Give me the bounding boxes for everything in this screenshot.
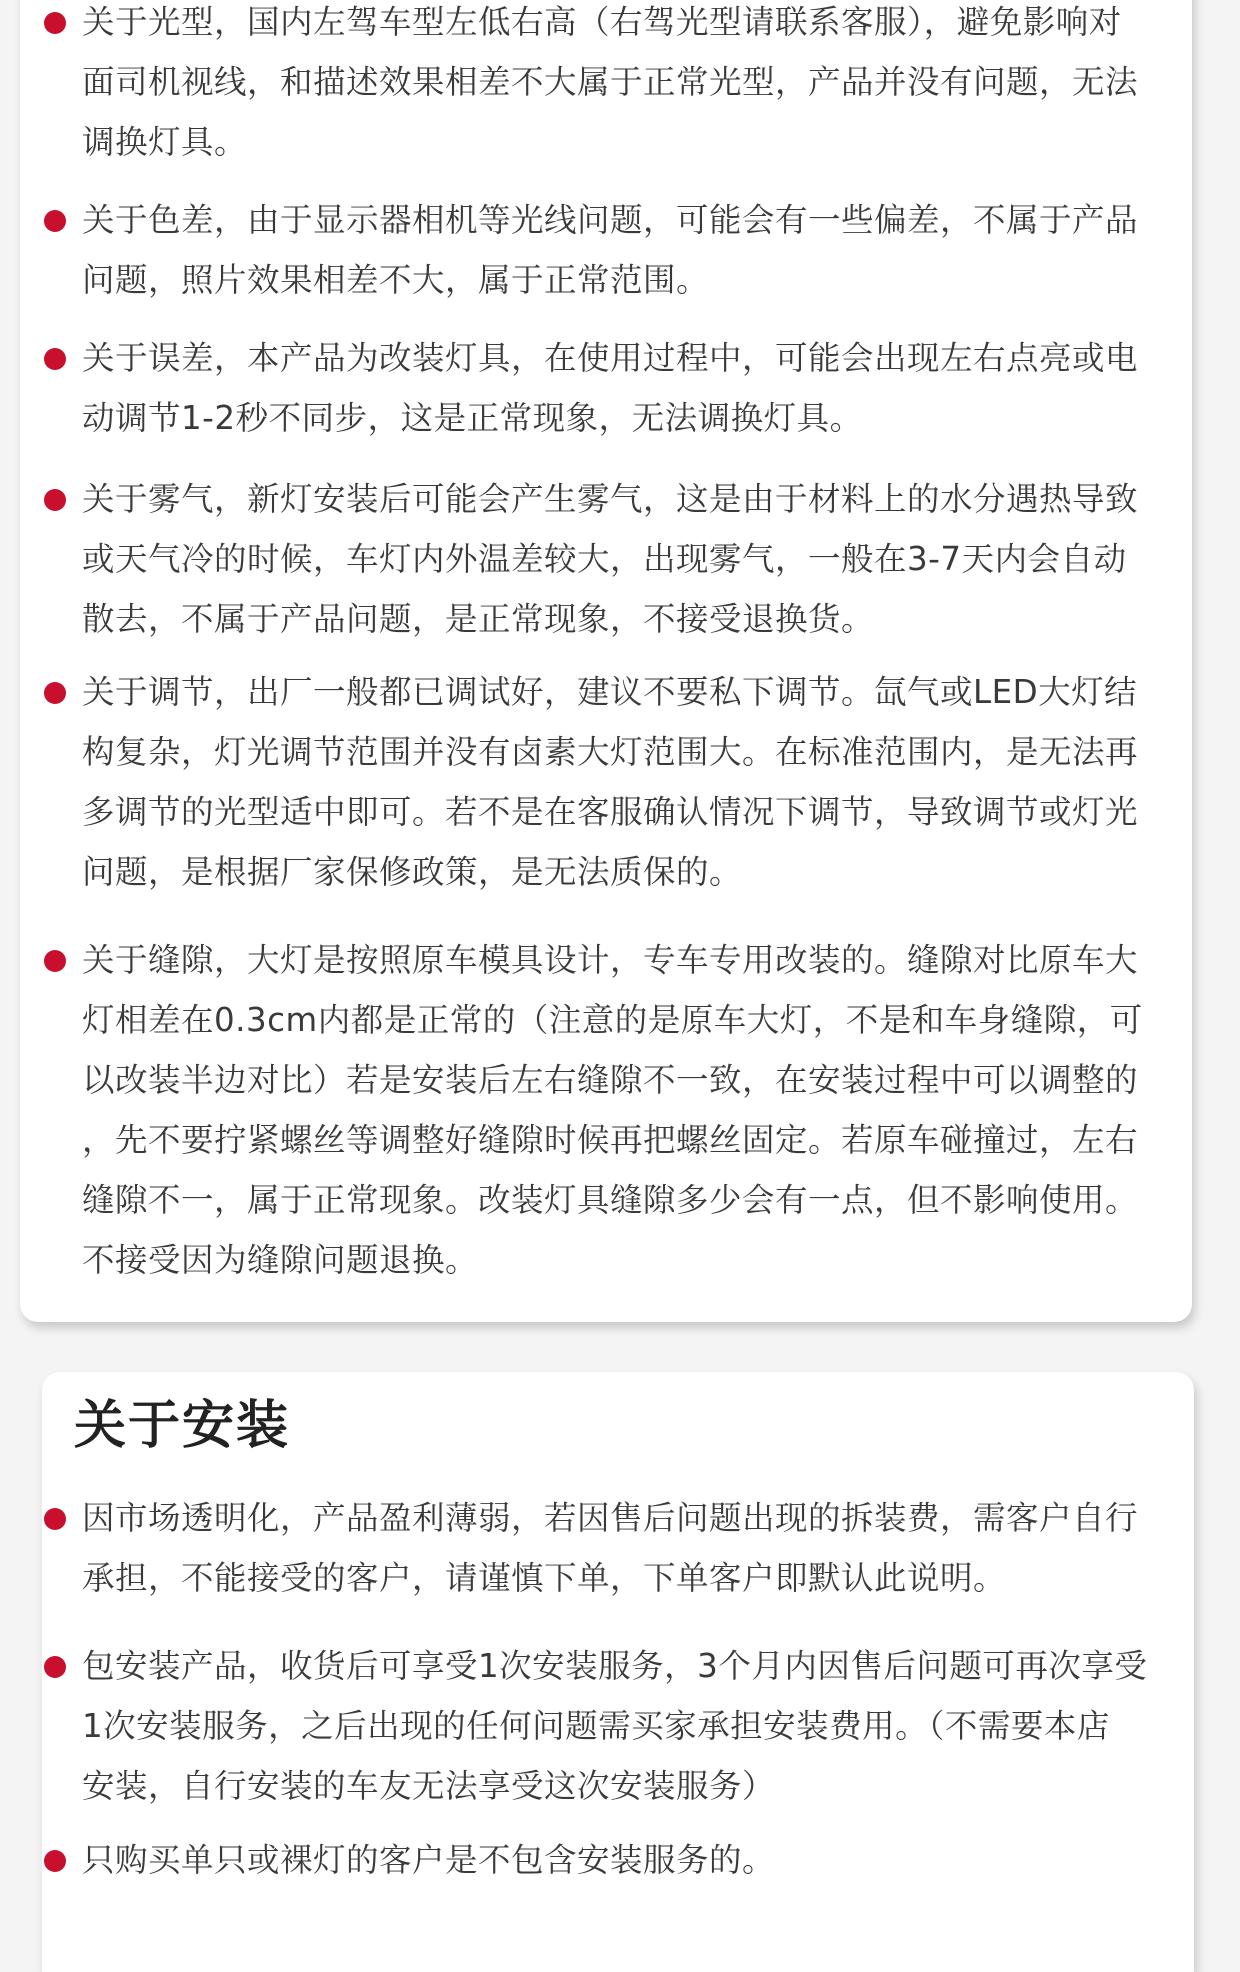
install-text: 只购买单只或裸灯的客户是不包含安装服务的。 bbox=[82, 1841, 776, 1879]
install-text: 因市场透明化，产品盈利薄弱，若因售后问题出现的拆装费，需客户自行 承担，不能接受的客户，请谨慎下单，下单客户即默认此说明。 bbox=[82, 1499, 1139, 1597]
install-card bbox=[42, 1372, 1194, 1972]
bullet-icon bbox=[44, 1508, 66, 1530]
bullet-icon bbox=[44, 210, 66, 232]
notes-card bbox=[20, 0, 1192, 1322]
bullet-icon bbox=[44, 1850, 66, 1872]
note-text: 关于色差，由于显示器相机等光线问题，可能会有一些偏差，不属于产品 问题，照片效果相差不大，属于正常范围。 bbox=[82, 201, 1139, 299]
bullet-icon bbox=[44, 12, 66, 34]
bullet-icon bbox=[44, 950, 66, 972]
note-text: 关于光型，国内左驾车型左低右高（右驾光型请联系客服），避免影响对 面司机视线，和描述效果相差不大属于正常光型，产品并没有问题，无法 调换灯具。 bbox=[82, 3, 1139, 161]
note-text: 关于缝隙，大灯是按照原车模具设计，专车专用改装的。缝隙对比原车大 灯相差在0.3cm内都是正常的（注意的是原车大灯，不是和车身缝隙，可 以改装半边对比）若是安装后左右缝隙不一致，在安装过程中可以调整的 ，先不要拧紧螺丝等调整好缝隙时候再把螺丝固定。若原车碰撞过，左右 缝隙不一，属于正常现象。改装灯具缝隙多少会有一点，但不影响使用。 不接受因为缝隙问题退换。 bbox=[82, 941, 1143, 1279]
install-text: 包安装产品，收货后可享受1次安装服务，3个月内因售后问题可再次享受 1次安装服务，之后出现的任何问题需买家承担安装费用。（不需要本店 安装，自行安装的车友无法享受这次安装服务） bbox=[82, 1647, 1148, 1805]
bullet-icon bbox=[44, 682, 66, 704]
note-text: 关于调节，出厂一般都已调试好，建议不要私下调节。氙气或LED大灯结 构复杂，灯光调节范围并没有卤素大灯范围大。在标准范围内，是无法再 多调节的光型适中即可。若不是在客服确认情况下调节，导致调节或灯光 问题，是根据厂家保修政策，是无法质保的。 bbox=[82, 673, 1139, 891]
bullet-icon bbox=[44, 1656, 66, 1678]
bullet-icon bbox=[44, 489, 66, 511]
section-title: 关于安装 bbox=[74, 1396, 291, 1456]
note-text: 关于雾气，新灯安装后可能会产生雾气，这是由于材料上的水分遇热导致 或天气冷的时候，车灯内外温差较大，出现雾气，一般在3-7天内会自动 散去，不属于产品问题，是正常现象，不接受退换货。 bbox=[82, 480, 1139, 638]
bullet-icon bbox=[44, 348, 66, 370]
note-text: 关于误差，本产品为改装灯具，在使用过程中，可能会出现左右点亮或电 动调节1-2秒不同步，这是正常现象，无法调换灯具。 bbox=[82, 339, 1139, 437]
